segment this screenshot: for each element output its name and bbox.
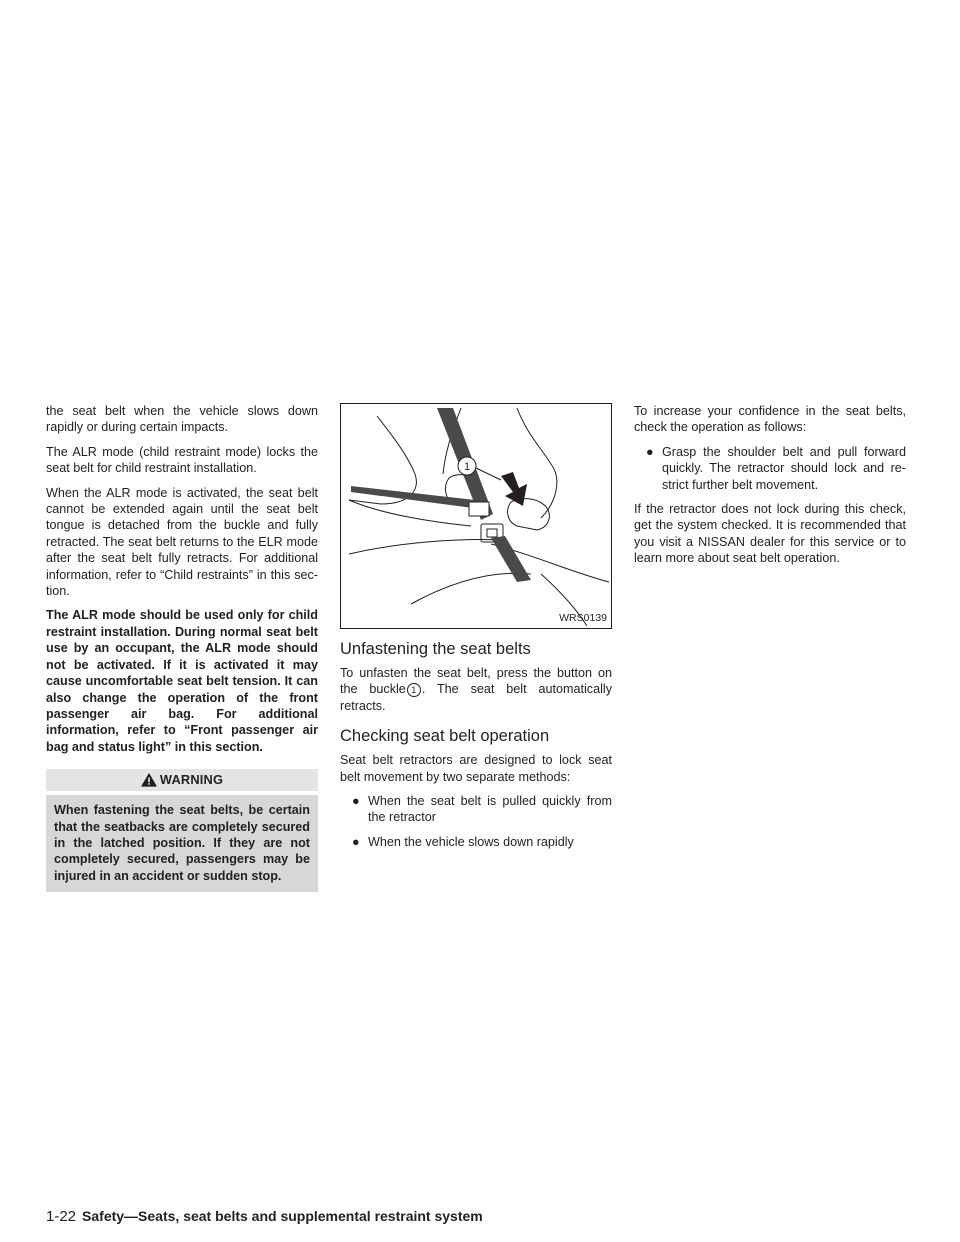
list-item	[340, 793, 612, 826]
column-middle	[340, 403, 612, 858]
warning-box	[46, 769, 318, 892]
page-footer	[46, 1208, 483, 1225]
bullet-icon: ●	[352, 834, 360, 849]
column-right	[634, 403, 906, 575]
bullet-list	[340, 793, 612, 850]
section-title: Safety—Seats, seat belts and supplemental restraint system	[82, 1208, 483, 1224]
warning-triangle-icon	[141, 773, 157, 787]
illustration-artwork	[341, 404, 611, 628]
list-item	[340, 834, 612, 850]
bullet-icon: ●	[352, 794, 360, 809]
page-number: 1-22	[46, 1208, 77, 1225]
paragraph: If the retractor does not lock during this check, get the system checked. It is recommended that you visit a NISSAN dealer for this service or to learn more about seat belt operation.	[634, 502, 906, 566]
callout-number: 1	[463, 461, 471, 473]
check-intro: Seat belt retractors are designed to lock seat belt movement by two separate methods:	[340, 753, 612, 784]
list-item-text: Grasp the shoulder belt and pull forward quickly. The retractor should lock and restrict further belt movement.	[662, 444, 906, 492]
unfasten-text-b: . The seat belt automatically retracts.	[340, 682, 612, 713]
bold-paragraph: The ALR mode should be used only for child restraint installation. During normal seat belt use by an occupant, the ALR mode should not be activated. If it is activated it may cause uncomfortable seat belt tension. It can also change the operation of the front passenger air bag. For additional information, refer to “Front passenger air bag and status light” in this section.	[46, 608, 318, 754]
callout-badge: 1	[407, 683, 421, 697]
warning-header	[46, 769, 318, 791]
unfasten-paragraph	[340, 665, 612, 714]
seat-belt-buckle-illustration	[340, 403, 612, 629]
list-item-text: When the vehicle slows down rapidly	[368, 834, 574, 849]
warning-text: When fastening the seat belts, be certain that the seatbacks are completely secured in the latched position. If they are not completely secured, passengers may be injured in an accident or sudden stop.	[46, 795, 318, 892]
paragraph: When the ALR mode is activated, the seat belt cannot be extended again until the seat belt tongue is detached from the buckle and fully retracted. The seat belt returns to the ELR mode after the seat belt fully retracts. For additional information, refer to “Child restraints” in this section.	[46, 485, 318, 599]
warning-title: WARNING	[159, 771, 224, 787]
figure-code: WRS0139	[559, 611, 607, 624]
column-left	[46, 403, 318, 892]
list-item	[634, 444, 906, 493]
heading-unfastening: Unfastening the seat belts	[340, 640, 531, 658]
heading-checking: Checking seat belt operation	[340, 727, 550, 746]
unfasten-text-a: To unfasten the seat belt, press the button on the buckle	[340, 666, 612, 697]
paragraph: The ALR mode (child restraint mode) locks the seat belt for child restraint installation.	[46, 444, 318, 476]
intro-paragraph: To increase your confidence in the seat belts, check the operation as follows:	[634, 404, 906, 435]
paragraph: the seat belt when the vehicle slows down rapidly or during certain impacts.	[46, 404, 318, 435]
list-item-text: When the seat belt is pulled quickly from the retractor	[368, 794, 612, 825]
bullet-icon: ●	[646, 444, 654, 459]
bullet-list	[634, 444, 906, 493]
